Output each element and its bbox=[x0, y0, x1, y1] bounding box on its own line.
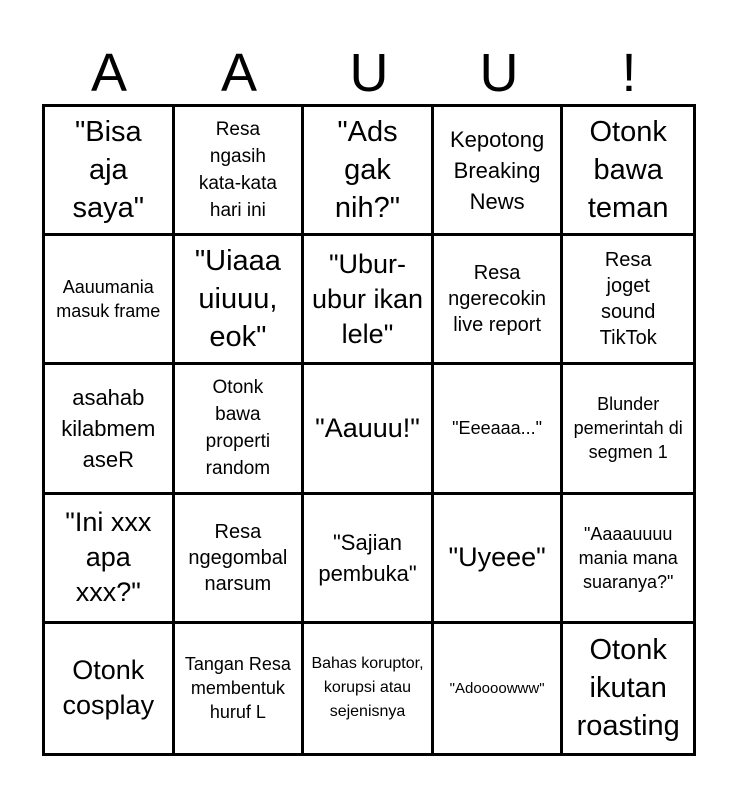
cell-text: Resa joget sound TikTok bbox=[599, 249, 657, 350]
bingo-cell[interactable] bbox=[304, 624, 434, 753]
bingo-cell[interactable] bbox=[563, 624, 693, 753]
bingo-cell[interactable] bbox=[45, 624, 175, 753]
bingo-cell[interactable] bbox=[563, 236, 693, 365]
cell-text: Otonk bawa properti random bbox=[205, 377, 271, 480]
cell-text: "Adoooowww" bbox=[449, 679, 545, 697]
cell-text: "Eeeaaa..." bbox=[452, 418, 543, 439]
bingo-cell[interactable] bbox=[434, 365, 564, 494]
bingo-cell[interactable] bbox=[563, 365, 693, 494]
bingo-cell[interactable] bbox=[45, 495, 175, 624]
bingo-cell[interactable] bbox=[304, 236, 434, 365]
bingo-cell[interactable] bbox=[563, 107, 693, 236]
bingo-cell[interactable] bbox=[45, 107, 175, 236]
bingo-cell[interactable] bbox=[434, 495, 564, 624]
cell-text: Otonk bawa teman bbox=[587, 116, 669, 225]
header-letter-2: A bbox=[220, 43, 258, 103]
bingo-cell[interactable] bbox=[175, 236, 305, 365]
bingo-cell[interactable] bbox=[304, 365, 434, 494]
bingo-cell[interactable] bbox=[175, 365, 305, 494]
cell-text: "Aauuu!" bbox=[315, 412, 420, 443]
bingo-cell[interactable] bbox=[175, 624, 305, 753]
bingo-cell[interactable] bbox=[304, 107, 434, 236]
cell-text: "Uyeee" bbox=[448, 542, 546, 573]
cell-text: "Ini xxx apa xxx?" bbox=[65, 507, 152, 608]
cell-text: Resa ngerecokin live report bbox=[448, 262, 547, 337]
cell-text: "Ads gak nih?" bbox=[334, 116, 401, 225]
cell-text: "Uiaaa uiuuu, eok" bbox=[194, 245, 281, 354]
bingo-board bbox=[42, 104, 696, 756]
cell-text: Resa ngasih kata-kata hari ini bbox=[198, 119, 277, 222]
cell-text: Resa ngegombal narsum bbox=[188, 520, 288, 595]
cell-text: Tangan Resa membentuk huruf L bbox=[184, 654, 291, 723]
bingo-cell[interactable] bbox=[175, 495, 305, 624]
cell-text: "Bisa aja saya" bbox=[72, 116, 145, 225]
header-letter-3: U bbox=[349, 43, 389, 103]
bingo-cell[interactable] bbox=[434, 624, 564, 753]
bingo-cell[interactable] bbox=[434, 107, 564, 236]
cell-text: Otonk cosplay bbox=[62, 655, 155, 721]
bingo-header bbox=[44, 40, 694, 106]
cell-text: Otonk ikutan roasting bbox=[576, 634, 680, 743]
cell-text: Aauumania masuk frame bbox=[56, 277, 161, 322]
bingo-cell[interactable] bbox=[304, 495, 434, 624]
cell-text: "Ubur-ubur ikan lele" bbox=[311, 248, 424, 349]
header-letter-5: ! bbox=[621, 43, 637, 103]
cell-text: Blunder pemerintah di segmen 1 bbox=[573, 394, 683, 463]
header-letter-4: U bbox=[479, 43, 519, 103]
cell-text: Kepotong Breaking News bbox=[449, 126, 545, 214]
bingo-cell[interactable] bbox=[45, 365, 175, 494]
bingo-cell[interactable] bbox=[175, 107, 305, 236]
bingo-cell[interactable] bbox=[434, 236, 564, 365]
cell-text: "Aaaauuuu mania mana suaranya?" bbox=[578, 523, 678, 592]
bingo-cell[interactable] bbox=[563, 495, 693, 624]
cell-text: asahab kilabmem aseR bbox=[61, 384, 156, 472]
cell-text: "Sajian pembuka" bbox=[318, 529, 417, 586]
cell-text: Bahas koruptor, korupsi atau sejenisnya bbox=[311, 655, 424, 721]
bingo-cell[interactable] bbox=[45, 236, 175, 365]
header-letter-1: A bbox=[90, 43, 128, 103]
